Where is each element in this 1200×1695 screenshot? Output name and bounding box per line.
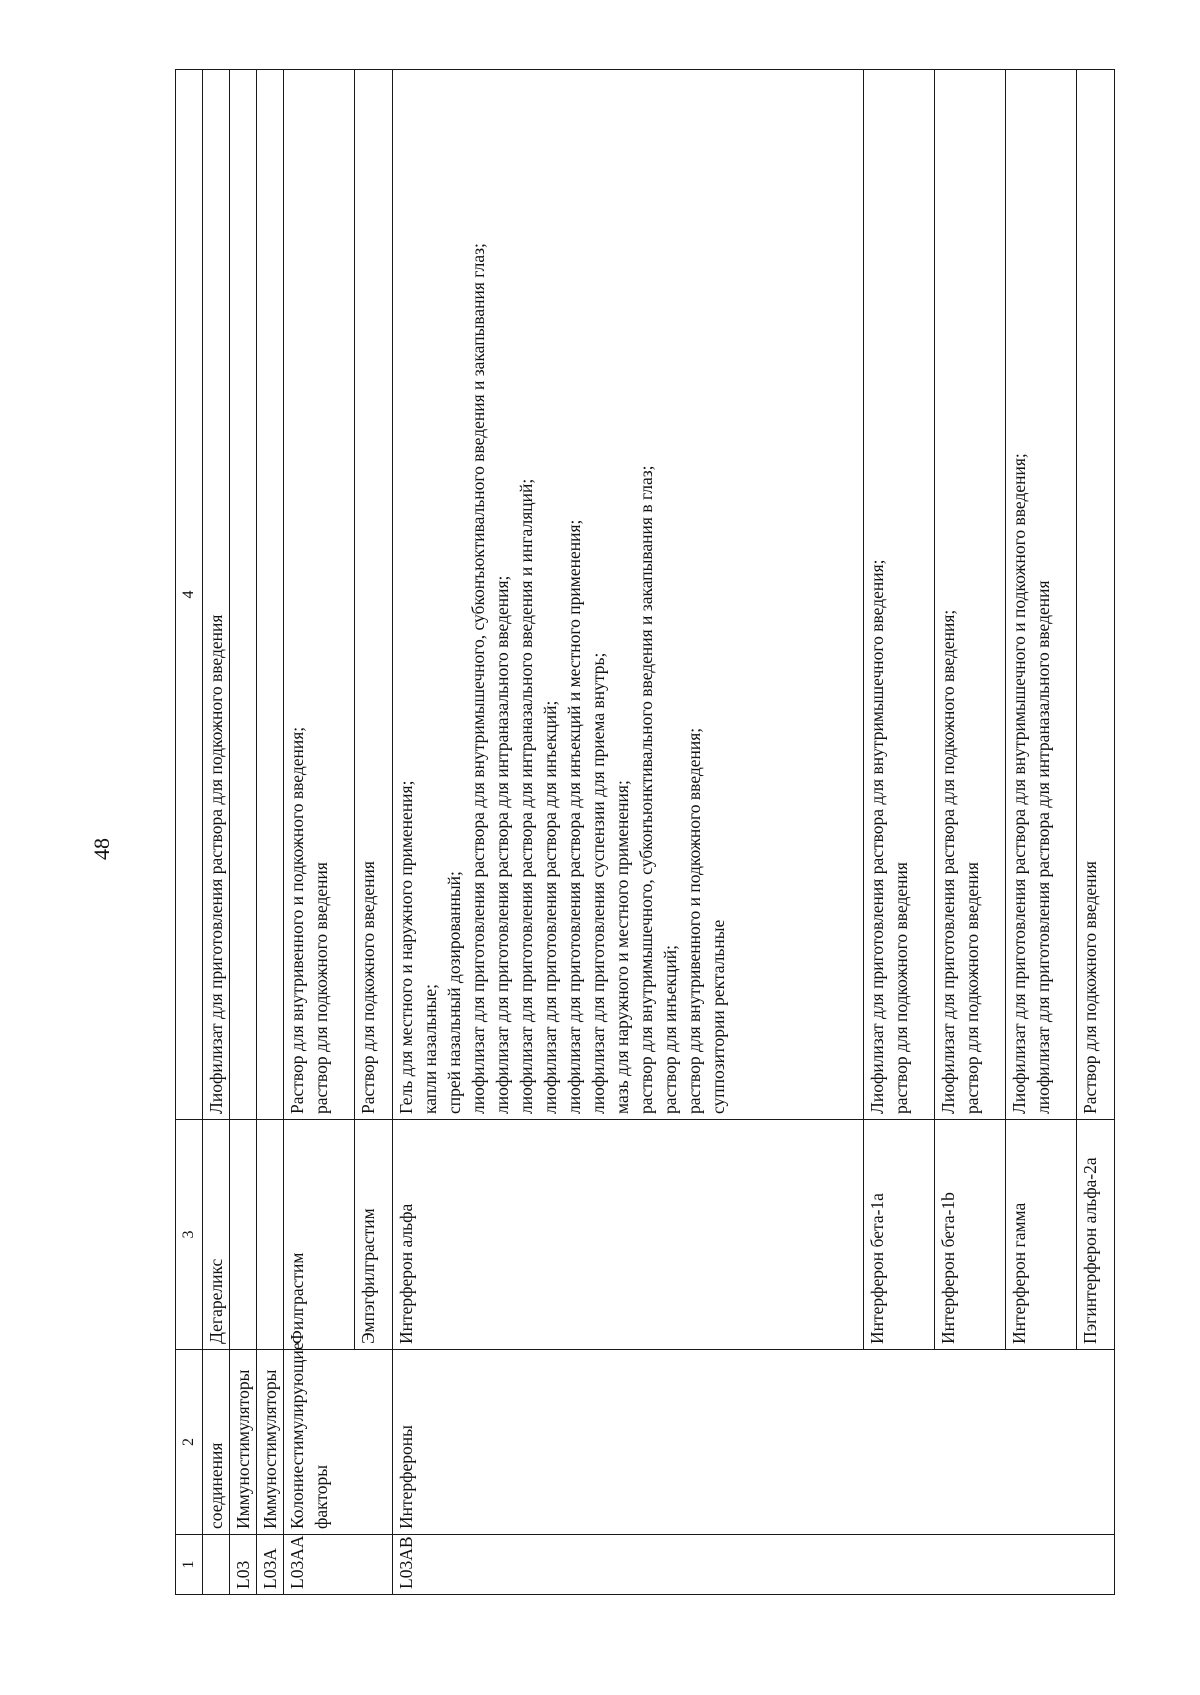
dosage-forms-cell: [392, 70, 864, 1120]
drug-name-cell: Эмпэгфилграстим: [354, 1120, 392, 1350]
atc-code-cell: L03A: [257, 1535, 284, 1595]
drug-classification-table: [175, 69, 1115, 1595]
dosage-form-item: раствор для подкожного введения: [891, 862, 912, 1114]
header-cell-2: 2: [176, 1350, 203, 1535]
dosage-form-item: спрей назальный дозированный;: [443, 871, 464, 1114]
drug-name-cell: Интерферон альфа: [392, 1120, 864, 1350]
table-row: [230, 70, 257, 1595]
dosage-forms-cell: [257, 70, 284, 1120]
drug-name-cell: [257, 1120, 284, 1350]
dosage-form-item: суппозитории ректальные: [707, 919, 728, 1114]
atc-code-cell: L03AA: [284, 1535, 393, 1595]
table-row: [392, 70, 864, 1595]
dosage-form-item: раствор для внутривенного и подкожного введения;: [683, 727, 704, 1114]
dosage-form-item: мазь для наружного и местного применения;: [611, 780, 632, 1114]
dosage-form-item: Раствор для подкожного введения: [1080, 861, 1101, 1114]
table-row: [203, 70, 230, 1595]
dosage-form-item: лиофилизат для приготовления раствора для инъекций;: [539, 700, 560, 1114]
atc-code-cell: L03AB: [392, 1535, 1114, 1595]
dosage-form-item: лиофилизат для приготовления раствора для интраназального введения и ингаляций;: [515, 478, 536, 1114]
group-cell: Иммуностимуляторы: [230, 1350, 257, 1535]
drug-name-cell: Филграстим: [284, 1120, 355, 1350]
drug-name-cell: Интерферон гамма: [1006, 1120, 1077, 1350]
group-cell: соединения: [203, 1350, 230, 1535]
table-row: [284, 70, 355, 1595]
dosage-form-item: лиофилизат для приготовления раствора для интраназального введения: [1033, 580, 1054, 1114]
dosage-form-item: раствор для внутримышечного, субконъюнктивального введения и закапывания в глаз;: [635, 465, 656, 1114]
dosage-forms-cell: [1077, 70, 1115, 1120]
dosage-forms-cell: [864, 70, 935, 1120]
dosage-form-item: Лиофилизат для приготовления раствора для подкожного введения: [206, 614, 226, 1114]
drug-name-cell: Пэгинтерферон альфа-2a: [1077, 1120, 1115, 1350]
dosage-forms-cell: [230, 70, 257, 1120]
dosage-form-item: Раствор для подкожного введения: [357, 861, 378, 1114]
header-cell-1: 1: [176, 1535, 203, 1595]
dosage-form-item: капли назальные;: [419, 983, 440, 1114]
dosage-form-item: лиофилизат для приготовления суспензии для приема внутрь;: [587, 652, 608, 1114]
dosage-form-item: Раствор для внутривенного и подкожного введения;: [287, 726, 307, 1114]
header-row: [176, 70, 203, 1595]
dosage-forms-cell: [284, 70, 355, 1120]
drug-name-cell: Интерферон бета-1b: [935, 1120, 1006, 1350]
header-cell-3: 3: [176, 1120, 203, 1350]
group-cell: Иммуностимуляторы: [257, 1350, 284, 1535]
table-row: [257, 70, 284, 1595]
dosage-form-item: раствор для подкожного введения: [962, 862, 983, 1114]
dosage-form-item: раствор для инъекций;: [659, 944, 680, 1114]
atc-code-cell: L03: [230, 1535, 257, 1595]
drug-name-cell: Дегареликс: [203, 1120, 230, 1350]
drug-name-cell: [230, 1120, 257, 1350]
group-cell: Колониестимулирующие факторы: [284, 1350, 393, 1535]
dosage-form-item: лиофилизат для приготовления раствора для интраназального введения;: [491, 575, 512, 1114]
drug-name-cell: Интерферон бета-1a: [864, 1120, 935, 1350]
dosage-form-item: лиофилизат для приготовления раствора для внутримышечного, субконъюктивального введения и закапывания глаз;: [467, 243, 488, 1114]
dosage-form-item: Гель для местного и наружного применения;: [395, 780, 416, 1114]
atc-code-cell: [203, 1535, 230, 1595]
group-cell: Интерфероны: [392, 1350, 1114, 1535]
dosage-form-item: Лиофилизат для приготовления раствора для внутримышечного введения;: [867, 559, 888, 1114]
dosage-forms-cell: [935, 70, 1006, 1120]
page-number: 48: [89, 838, 114, 860]
dosage-forms-cell: [354, 70, 392, 1120]
dosage-form-item: Лиофилизат для приготовления раствора для внутримышечного и подкожного введения;: [1009, 453, 1030, 1114]
drug-table-container: [175, 70, 1115, 1595]
dosage-forms-cell: [203, 70, 230, 1120]
dosage-form-item: Лиофилизат для приготовления раствора для подкожного введения;: [938, 609, 959, 1114]
dosage-forms-cell: [1006, 70, 1077, 1120]
dosage-form-item: раствор для подкожного введения: [311, 862, 331, 1114]
header-cell-4: 4: [176, 70, 203, 1120]
dosage-form-item: лиофилизат для приготовления раствора для инъекций и местного применения;: [563, 519, 584, 1114]
